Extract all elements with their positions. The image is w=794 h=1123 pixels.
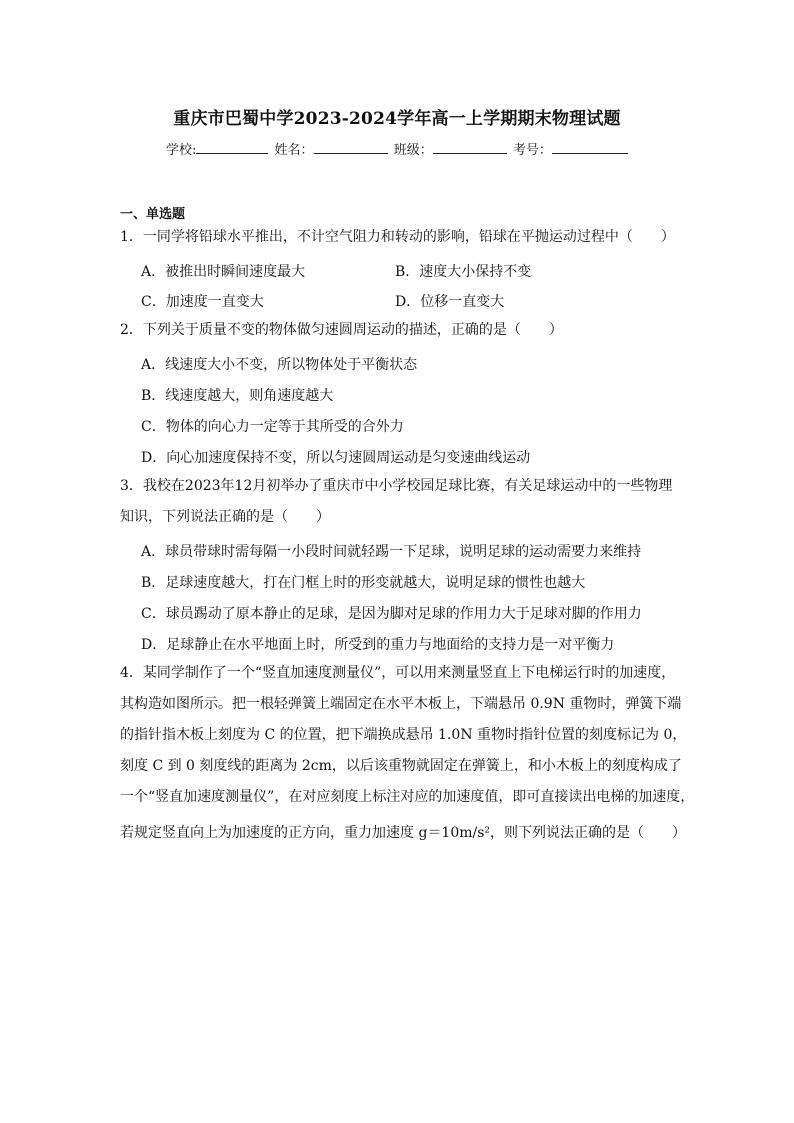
page-title: 重庆市巴蜀中学2023-2024学年高一上学期期末物理试题	[173, 109, 621, 129]
question-4-stem-line-3: 的指针指木板上刻度为 C 的位置，把下端换成悬吊 1.0N 重物时指针位置的刻度标记为 0，	[120, 727, 687, 743]
student-info-line	[166, 139, 630, 158]
question-4-stem-line-4: 刻度 C 到 0 刻度线的距离为 2cm，以后该重物就固定在弹簧上，和小木板上的刻度构成了	[120, 758, 682, 774]
question-1-stem: 1．一同学将铅球水平推出，不计空气阻力和转动的影响，铅球在平抛运动过程中（ ）	[120, 229, 675, 245]
name-blank[interactable]	[314, 141, 388, 154]
question-4-stem-line-6: 若规定竖直向上为加速度的正方向，重力加速度 g＝10m/s²，则下列说法正确的是（ ）	[120, 825, 687, 841]
class-blank[interactable]	[433, 141, 507, 154]
school-blank[interactable]	[196, 141, 268, 154]
question-3-stem-line-2: 知识，下列说法正确的是（ ）	[120, 509, 330, 525]
question-3-option-b: B．足球速度越大，打在门框上时的形变就越大，说明足球的惯性也越大	[141, 575, 586, 591]
question-1-option-a: A．被推出时瞬间速度最大	[141, 264, 306, 280]
question-1-option-c: C．加速度一直变大	[141, 294, 264, 310]
question-3-option-c: C．球员踢动了原本静止的足球，是因为脚对足球的作用力大于足球对脚的作用力	[141, 606, 642, 622]
question-3-option-a: A．球员带球时需每隔一小段时间就轻踢一下足球，说明足球的运动需要力来维持	[141, 544, 642, 560]
question-2-option-c: C．物体的向心力一定等于其所受的合外力	[141, 419, 404, 435]
section-heading: 一、单选题	[120, 207, 186, 222]
question-2-option-a: A．线速度大小不变，所以物体处于平衡状态	[141, 357, 418, 373]
exam-no-blank[interactable]	[552, 141, 628, 154]
question-4-stem-line-2: 其构造如图所示。把一根轻弹簧上端固定在水平木板上，下端悬吊 0.9N 重物时，弹簧下端	[120, 696, 682, 712]
question-4-stem-line-1: 4．某同学制作了一个“竖直加速度测量仪”，可以用来测量竖直上下电梯运行时的加速度，	[120, 665, 676, 681]
school-label: 学校:	[166, 143, 197, 158]
class-label: 班级：	[393, 143, 433, 158]
name-label: 姓名：	[274, 143, 314, 158]
question-2-option-d: D．向心加速度保持不变，所以匀速圆周运动是匀变速曲线运动	[141, 450, 531, 466]
question-3-option-d: D．足球静止在水平地面上时，所受到的重力与地面给的支持力是一对平衡力	[141, 637, 615, 653]
question-3-stem-line-1: 3．我校在2023年12月初举办了重庆市中小学校园足球比赛，有关足球运动中的一些物理	[120, 478, 673, 494]
question-1-option-d: D．位移一直变大	[395, 294, 505, 310]
exam-no-label: 考号：	[512, 143, 552, 158]
question-2-stem: 2．下列关于质量不变的物体做匀速圆周运动的描述，正确的是（ ）	[120, 322, 563, 338]
question-1-option-b: B．速度大小保持不变	[395, 264, 532, 280]
question-4-stem-line-5: 一个“竖直加速度测量仪”，在对应刻度上标注对应的加速度值，即可直接读出电梯的加速度，	[120, 789, 695, 805]
question-2-option-b: B．线速度越大，则角速度越大	[141, 388, 334, 404]
